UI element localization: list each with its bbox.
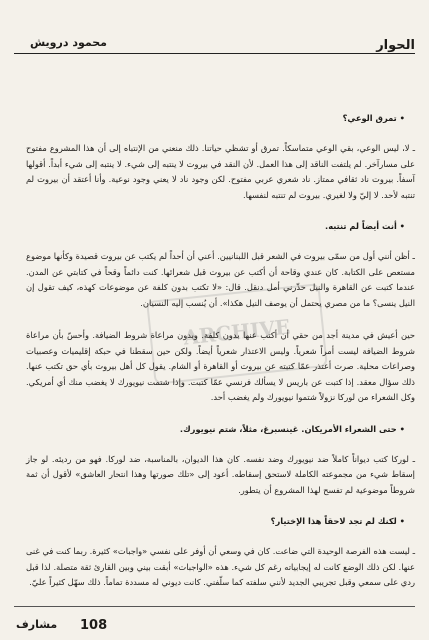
question-2: • أنت أيضاً لم تنتبه. (26, 220, 415, 232)
watermark-stamp: ARCHIVE (146, 283, 328, 385)
answer-3: ـ لوركا كتب ديواناً كاملاً ضد نيويورك وضد نفسه. كان هذا الديوان، بالمناسبة، ضد لوركا. فهو من ردیئه. لو جاز إسقاط شيء من مجموعته الكاملة لاستحق إسقاطه. أعود إلى «تلك صورتها وهذا انتحار العاشق» لأقول أن ثمة شروطاً موضوعية لم تفسح لهذا المشروع أن يتطور. (26, 453, 415, 495)
magazine-name: مشارف (16, 618, 58, 631)
answer-2-continued: حين أعيش في مدينة أجد من حقي أن أكتب عنها بدون كلفة. وبدون مراعاة شروط الضيافة. وأحسّ بأن مراعاة شروط الضيافة ليست أمراً شعرياً. وليس الاعتذار شعرياً أيضاً. ولكن حين سقطنا في حبكة إقليميات وعصبيات وصراعات محلية. صرت أعتذر عمّا كتبته عن بيروت أو القاهرة أو الشام. يقول كل أهل بيروت بأي حق تكتب عنها. ذلك سؤال معقد. إذا كتبت عن باريس لا يسألك فرنسي عمّا كتبت. وإذا شتمت نيويورك لا يغضب منك أي أمريكي. وكل الشعراء من لوركا نزولاً شتموا نيويورك ولم يغضب أحد. (26, 330, 415, 402)
question-4: • لكنك لم تجد لاحقاً هذا الإختيار؟ (26, 515, 415, 527)
author-name: محمود درويش (30, 36, 107, 49)
question-1: • تمرق الوعي؟ (26, 112, 415, 124)
answer-2: ـ أظن أنني أول من سمّى بيروت في الشعر قبل اللبنانيين. أعني أن أحداً لم يكتب عن بيروت قصيدة وكأنها موضوع مستعص على الكتابة. كان عندي وقاحة أن أكتب عن بيروت قبل شعرائها. كنت دائماً وقحاً في كتابتي عن المدن. عندما كتبت عن القاهرة والنيل حذّرني أمل دنقل. قال: «لا تكتب بدون كلفة عن موضوعات كهذه، كيف تقول إن النيل ينسى؟ ما من مصري يحتمل أن يوصف النيل هكذا». أن يُنسب إليه النسيان. (26, 251, 415, 308)
page-number: 108 (80, 618, 108, 633)
footer-rule (14, 606, 415, 607)
question-3: • حتى الشعراء الأمريكان. غينسبرغ، مثلاً، شتم نيويورك. (26, 423, 415, 435)
interview-body (26, 112, 415, 608)
header-rule (14, 53, 415, 54)
page-footer (0, 600, 429, 640)
answer-4: ـ ليست هذه الفرصة الوحيدة التي ضاعت. كان في وسعي أن أوفر على نفسي «واجبات» كثيرة. ربما كنت في غنى عنها. لكن ذلك الوضع كانت له إيجابياته رغم كل شيء. هذه «الواجبات» أبقت بيني وبين القارئ ثقة متصلة. لذا قبل ردي على سمعي وقبل تجريبي الجديد لأنني سلفته كما سلّفني. كانت ديوني له مسددة تماماً. ذلك سهّل كثيراً عليّ. (26, 546, 415, 587)
page-header (0, 0, 429, 56)
section-title: الحوار (376, 38, 415, 53)
answer-1: ـ لا، ليس الوعي، بقي الوعي متماسكاً. تمرق أو تشظي حياتنا. ذلك منعني من الإنتباه إلى أن هذا المشروع مفتوح على مسارآخر. لم يلتفت الناقد إلى هذا العمل. لأن النقد في بيروت لا ينتبه إلى شيء. لا ينتبه إلى شيء أبداً. أقولها آسفاً. بيروت ناد ثقافي ممتاز. ناد شعري عربي مفتوح. لكن وجود ناد لا يعني وجود نوعية. وأنا أعتقد أن بيروت لم تنتبه لأحد. لا إليّ ولا لغيري. بيروت لم تنتبه لنفسها. (26, 143, 415, 200)
